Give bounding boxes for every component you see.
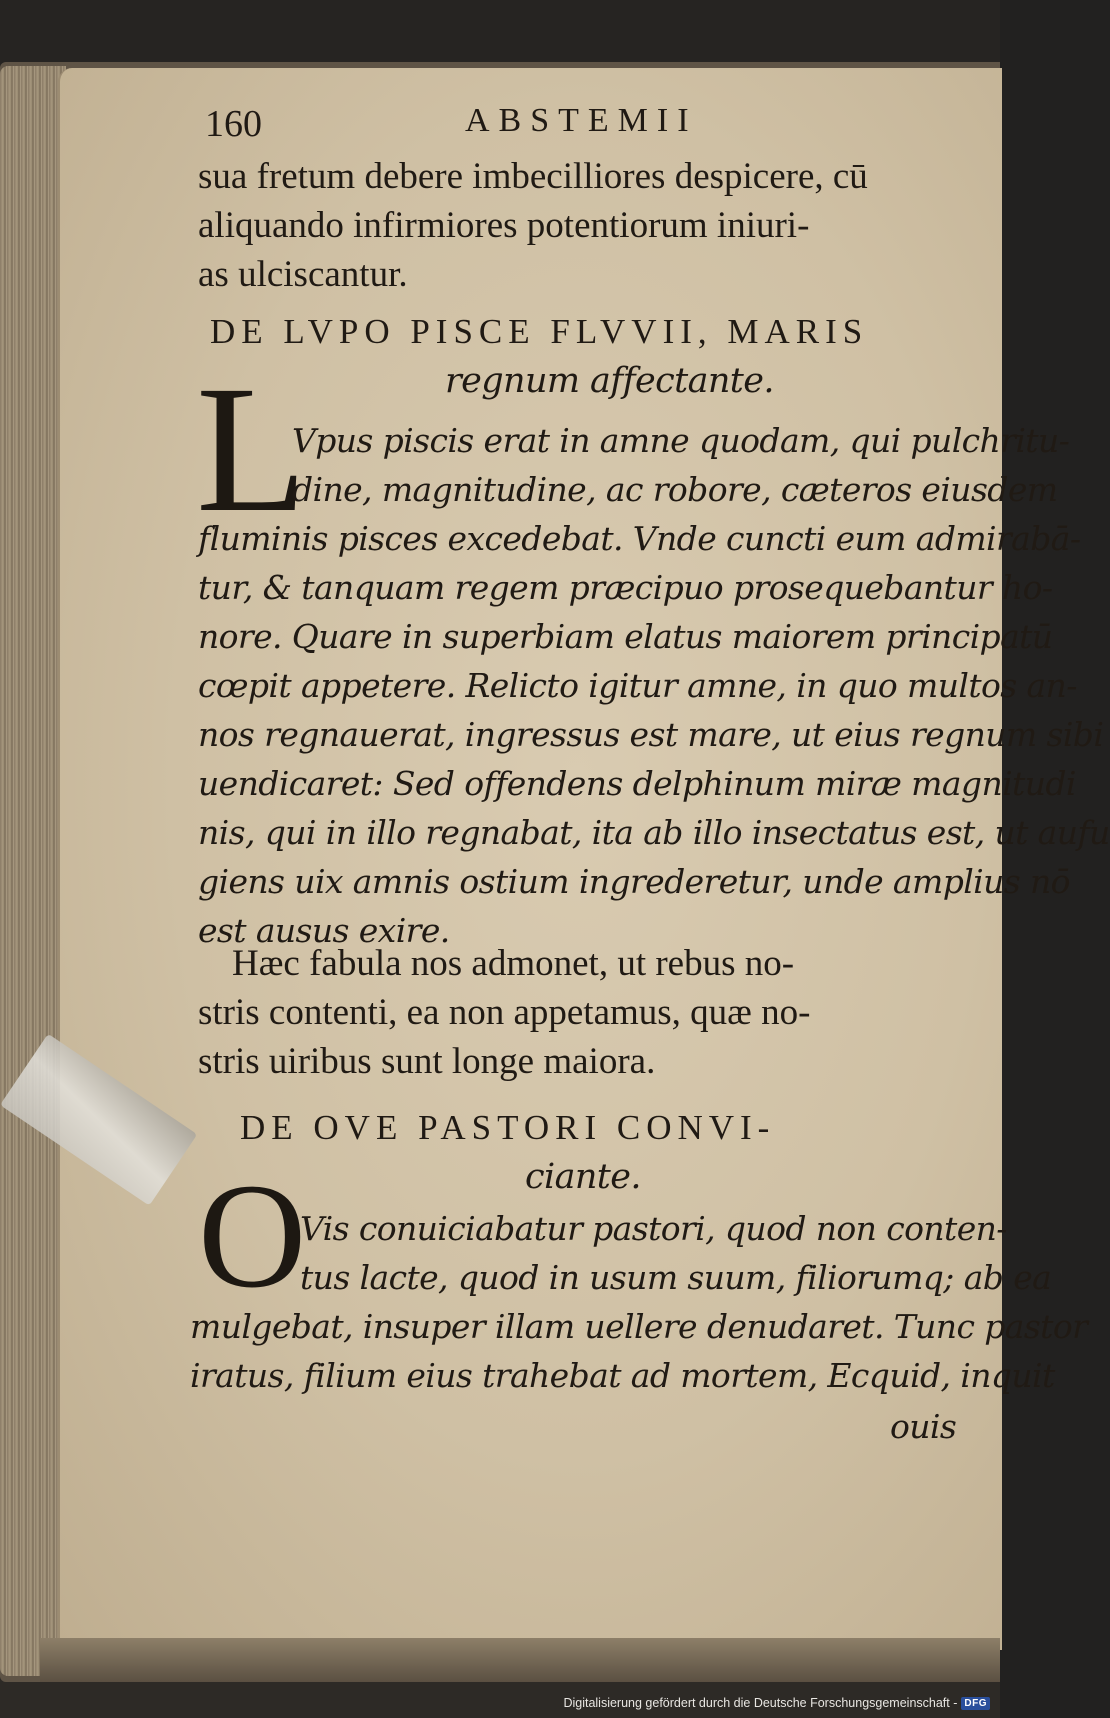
page-bottom-edge	[40, 1638, 1000, 1682]
fable2-drop-cap: O	[198, 1153, 307, 1319]
fable1-text-line-10: giens uix amnis ostium ingrederetur, unde amplius nō	[198, 862, 1070, 901]
fable1-moral-line-2: stris contenti, ea non appetamus, quæ no-	[198, 992, 811, 1033]
fable1-text-line-5: nore. Quare in superbiam elatus maiorem principatū	[198, 617, 1053, 656]
running-title: ABSTEMII	[465, 102, 698, 139]
fable1-text-line-4: tur, & tanquam regem præcipuo prosequebantur ho-	[198, 568, 1053, 607]
fable1-text-line-8: uendicaret: Sed offendens delphinum miræ magnitudi	[198, 764, 1076, 803]
credit-text: Digitalisierung gefördert durch die Deutsche Forschungsgemeinschaft -	[563, 1696, 958, 1710]
catchword: ouis	[890, 1407, 957, 1446]
prev-fable-line-3: as ulciscantur.	[198, 254, 408, 295]
running-head	[205, 102, 725, 150]
fable1-title-line-2: regnum affectante.	[445, 361, 774, 401]
prev-fable-line-2: aliquando infirmiores potentiorum iniuri-	[198, 205, 810, 246]
fable2-text-line-1: Vis conuiciabatur pastori, quod non conten-	[300, 1209, 1007, 1248]
fable2-text-line-2: tus lacte, quod in usum suum, filiorumq; ab ea	[300, 1258, 1052, 1297]
fable2-title-line-2: ciante.	[525, 1157, 641, 1197]
fable1-text-line-9: nis, qui in illo regnabat, ita ab illo insectatus est, ut aufu	[198, 813, 1110, 852]
fable1-text-line-3: fluminis pisces excedebat. Vnde cuncti eum admirabā-	[198, 519, 1081, 558]
fable1-drop-cap: L	[196, 349, 308, 550]
fable1-text-line-2: dine, magnitudine, ac robore, cæteros eiusdem	[292, 470, 1058, 509]
fable1-text-line-11: est ausus exire.	[198, 911, 450, 950]
fable1-moral-line-3: stris uiribus sunt longe maiora.	[198, 1041, 656, 1082]
fable2-text-line-3: mulgebat, insuper illam uellere denudaret. Tunc pastor	[190, 1307, 1088, 1346]
page-edges	[0, 66, 66, 1676]
digitization-credit	[563, 1692, 990, 1714]
fable2-text-line-4: iratus, filium eius trahebat ad mortem, Ecquid, inquit	[190, 1356, 1055, 1395]
fable1-text-line-6: cœpit appetere. Relicto igitur amne, in quo multos an-	[198, 666, 1077, 705]
fable1-title-line-1: DE LVPO PISCE FLVVII, MARIS	[210, 312, 869, 351]
fable1-text-line-1: Vpus piscis erat in amne quodam, qui pulchritu-	[292, 421, 1070, 460]
fable1-moral-line-1: Hæc fabula nos admonet, ut rebus no-	[232, 943, 795, 984]
dfg-logo-icon: DFG	[961, 1697, 990, 1710]
page-number: 160	[205, 103, 262, 145]
fable2-title-line-1: DE OVE PASTORI CONVI-	[240, 1108, 776, 1147]
prev-fable-line-1: sua fretum debere imbecilliores despicere, cū	[198, 156, 868, 197]
fable1-text-line-7: nos regnauerat, ingressus est mare, ut eius regnum sibi	[198, 715, 1104, 754]
